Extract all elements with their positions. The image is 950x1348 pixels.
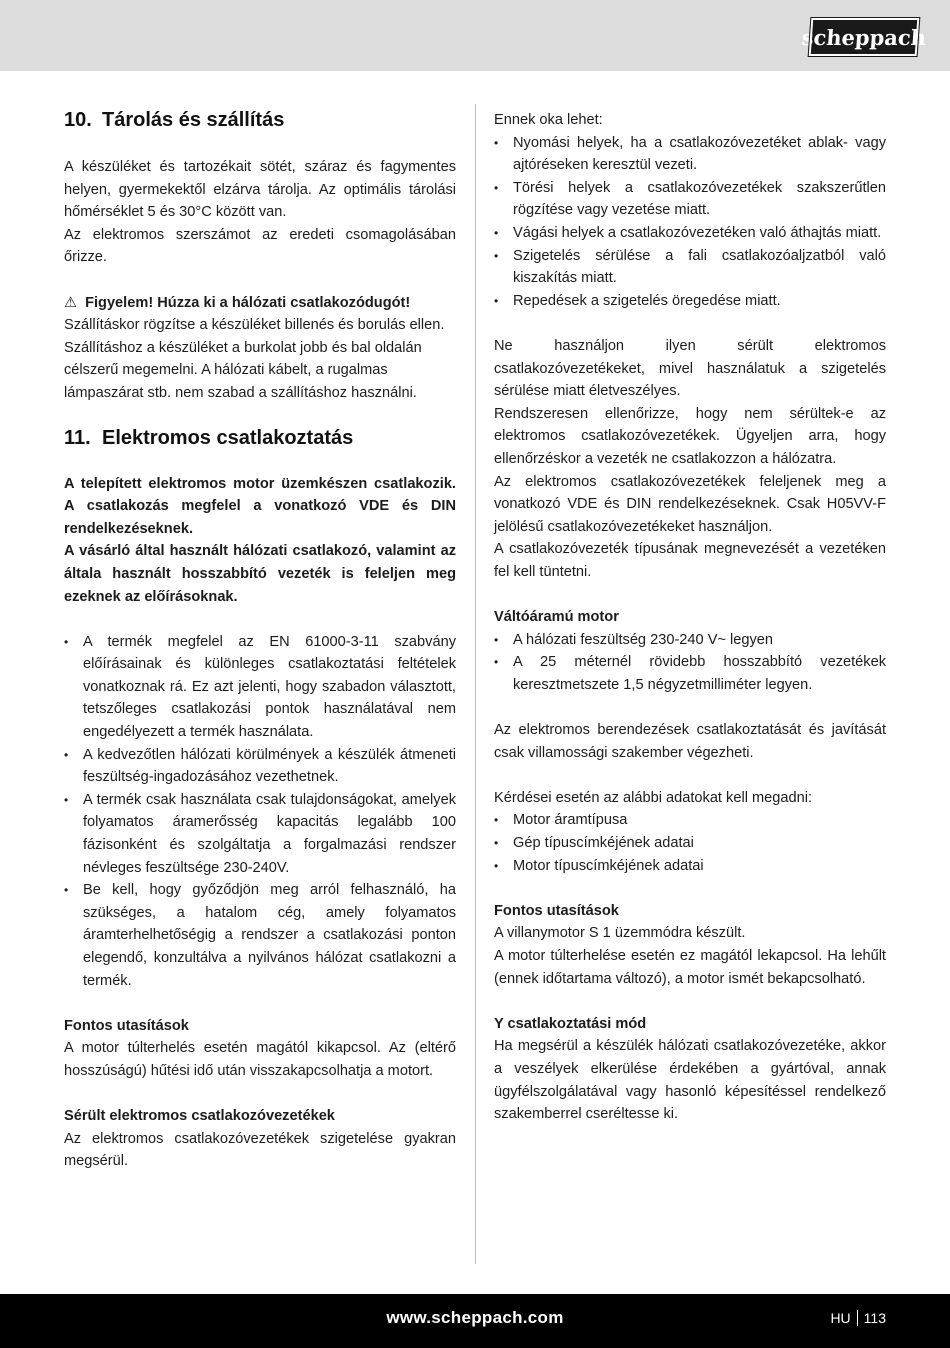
requirements-list — [64, 631, 456, 993]
list-item: • Gép típuscímkéjének adatai — [494, 832, 886, 855]
list-item: • Repedések a szigetelés öregedése miatt. — [494, 290, 886, 313]
causes-intro: Ennek oka lehet: — [494, 112, 603, 128]
important-text-1: A villanymotor S 1 üzemmódra készült. — [494, 925, 746, 942]
list-item: • Motor típuscímkéjének adatai — [494, 855, 886, 878]
page-number: 113 — [863, 1310, 886, 1326]
bold-intro-2: A vásárló által használt hálózati csatlakozó, valamint az általa használt hosszabbító vezeték is feleljen meg ezeknek az előírásoknak. — [64, 543, 456, 605]
questions-list — [494, 809, 886, 877]
warning-text: Szállításkor rögzítse a készüléket billenés és borulás ellen. Szállításhoz a készüléket a burkolat jobb és bal oldalán célszerű megemelni. A hálózati kábelt, a rugalmas lámpaszárat stb. nem szabad a szállításhoz használni. — [64, 317, 445, 401]
list-item: • A 25 méternél rövidebb hosszabbító vezetékek keresztmetszete 1,5 négyzetmilliméter legyen. — [494, 651, 886, 696]
important-title-right: Fontos utasítások — [494, 902, 619, 919]
column-divider — [475, 104, 476, 1264]
paragraph-3: Az elektromos csatlakozóvezetékek feleljenek meg a vonatkozó VDE és DIN rendelkezéseknek. Csak H05VV-F jelölésű csatlakozóvezetékeket használjon. — [494, 473, 886, 535]
storage-text-2: Az elektromos szerszámot az eredeti csomagolásában őrizze. — [64, 226, 456, 266]
section-11-heading — [64, 423, 456, 453]
website-link[interactable]: www.scheppach.com — [386, 1308, 564, 1327]
scheppach-logo — [800, 18, 928, 56]
list-item: • Motor áramtípusa — [494, 809, 886, 832]
right-column — [494, 109, 886, 1126]
section-11-title: Elektromos csatlakoztatás — [102, 426, 354, 449]
list-item: • A kedvezőtlen hálózati körülmények a készülék átmeneti feszültség-ingadozásához vezethetnek. — [64, 744, 456, 789]
list-item: • Vágási helyek a csatlakozóvezetéken való áthajtás miatt. — [494, 222, 886, 245]
y-connection-title: Y csatlakoztatási mód — [494, 1015, 647, 1032]
list-item: • Be kell, hogy győződjön meg arról felhasználó, ha szükséges, a hatalom cég, amely folyamatos áramterhelhetőségig a rendszer a csatlakozási ponton elegendő, konzultálva a nyilvános hálózat csatlakozni a termék. — [64, 879, 456, 992]
important-title: Fontos utasítások — [64, 1017, 189, 1034]
language-code: HU — [830, 1310, 851, 1326]
page-separator — [857, 1310, 858, 1326]
bold-intro-1: A telepített elektromos motor üzemkészen csatlakozik. A csatlakozás megfelel a vonatkozó VDE és DIN rendelkezéseknek. — [64, 475, 456, 537]
section-10-number: 10. — [64, 109, 92, 131]
left-column — [64, 102, 456, 1173]
paragraph-1: Ne használjon ilyen sérült elektromos csatlakozóvezetékeket, mivel használatuk a szigetelés sérülése miatt életveszélyes. — [494, 337, 886, 400]
important-text-2: A motor túlterhelése esetén ez magától lekapcsol. Ha lehűlt (ennek időtartama változó), a motor ismét bekapcsolható. — [494, 947, 886, 987]
warning-heading — [64, 292, 456, 315]
causes-list — [494, 132, 886, 313]
section-11-number: 11. — [64, 426, 91, 449]
questions-intro: Kérdései esetén az alábbi adatokat kell megadni: — [494, 789, 813, 806]
list-item: • Törési helyek a csatlakozóvezetékek szakszerűtlen rögzítése vagy vezetése miatt. — [494, 177, 886, 222]
header-bar — [0, 0, 950, 71]
section-10-heading — [64, 105, 456, 135]
list-item: • A termék megfelel az EN 61000-3-11 szabvány előírásainak és különleges csatlakoztatási feltételek vonatkoznak rá. Ez azt jelenti, hogy szabadon választott, tetszőleges csatlakozási pontok használatával nem engedélyezett a termék használata. — [64, 631, 456, 744]
ac-motor-list — [494, 629, 886, 697]
paragraph-4: A csatlakozóvezeték típusának megnevezését a vezetéken fel kell tüntetni. — [494, 541, 886, 580]
electrician-text: Az elektromos berendezések csatlakoztatását és javítását csak villamossági szakember végezheti. — [494, 722, 886, 761]
section-10-title: Tárolás és szállítás — [102, 109, 285, 131]
list-item: • Nyomási helyek, ha a csatlakozóvezetéket ablak- vagy ajtóréseken keresztül vezeti. — [494, 132, 886, 177]
list-item: • A termék csak használata csak tulajdonságokat, amelyek folyamatos áramerősség kapacitás legalább 100 fázisonként és szolgáltatja a forgalmazási rendszer névleges feszültsége 230-240V. — [64, 789, 456, 879]
ac-motor-title: Váltóáramú motor — [494, 609, 619, 626]
logo-text: scheppach — [800, 24, 928, 50]
warning-title: Figyelem! Húzza ki a hálózati csatlakozódugót! — [85, 294, 411, 311]
damaged-cables-title: Sérült elektromos csatlakozóvezetékek — [64, 1108, 335, 1125]
list-item: • A hálózati feszültség 230-240 V~ legyen — [494, 629, 886, 652]
y-connection-text: Ha megsérül a készülék hálózati csatlakozóvezetéke, akkor a veszélyek elkerülése érdekében a gyártóval, annak ügyfélszolgálatával vagy hasonló képesítéssel rendelkező szakemberrel cseréltesse ki. — [494, 1038, 886, 1123]
list-item: • Szigetelés sérülése a fali csatlakozóaljzatból való kiszakítás miatt. — [494, 245, 886, 290]
warning-triangle-icon: ⚠ — [64, 294, 78, 311]
paragraph-2: Rendszeresen ellenőrizze, hogy nem sérültek-e az elektromos csatlakozóvezetékek. Ügyeljen arra, hogy ellenőrzéskor a vezeték ne csatlakozzon a hálózatra. — [494, 405, 886, 467]
page-indicator — [830, 1310, 886, 1326]
important-text: A motor túlterhelés esetén magától kikapcsol. Az (eltérő hosszúságú) hűtési idő után visszakapcsolhatja a motort. — [64, 1040, 456, 1079]
footer-bar — [0, 1294, 950, 1348]
storage-text: A készüléket és tartozékait sötét, száraz és fagymentes helyen, gyermekektől elzárva tárolja. Az optimális tárolási hőmérséklet 5 és 30°C között van. — [64, 159, 456, 221]
damaged-cables-text: Az elektromos csatlakozóvezetékek szigetelése gyakran megsérül. — [64, 1130, 456, 1170]
